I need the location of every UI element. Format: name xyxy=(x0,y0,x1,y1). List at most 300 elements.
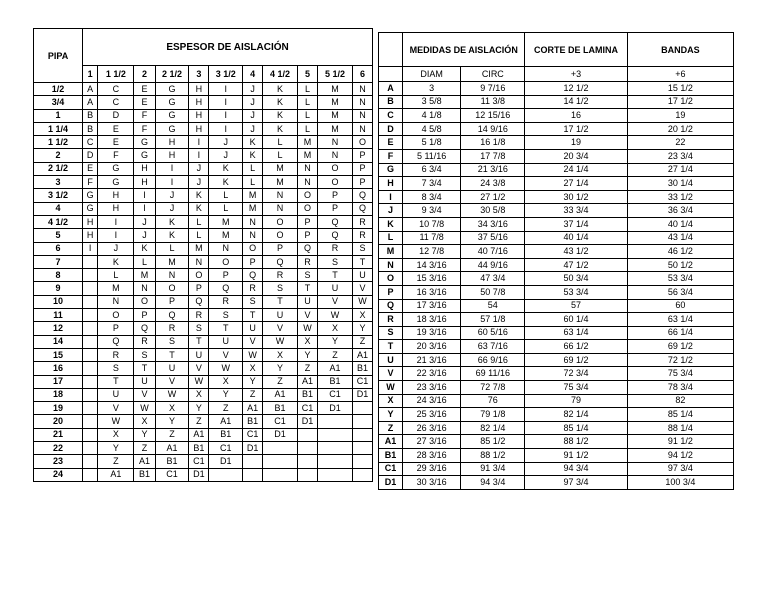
pipa-size-cell: 22 xyxy=(34,442,83,455)
letter-code-cell: P xyxy=(353,176,373,189)
letter-code-cell: C1 xyxy=(317,388,352,401)
pipa-size-cell: 14 xyxy=(34,335,83,348)
table-row xyxy=(379,421,734,435)
bandas-cell: 53 3/4 xyxy=(627,272,733,286)
thickness-column-header: 4 xyxy=(243,66,263,83)
letter-code-cell xyxy=(263,468,298,481)
letter-code-cell: X xyxy=(98,428,134,441)
letter-code-cell xyxy=(317,415,352,428)
circ-cell: 91 3/4 xyxy=(461,462,525,476)
letter-code-cell: U xyxy=(317,282,352,295)
pipa-size-cell: 6 xyxy=(34,242,83,255)
letter-code-cell: H xyxy=(189,109,209,122)
letter-code-cell: C1 xyxy=(298,402,318,415)
corte-cell: 33 3/4 xyxy=(525,204,627,218)
diam-cell: 10 7/8 xyxy=(403,217,461,231)
table-row xyxy=(34,242,373,255)
letter-code-cell: T xyxy=(263,295,298,308)
letter-code-cell: U xyxy=(209,335,243,348)
letter-code-cell: Y xyxy=(134,428,155,441)
circ-cell: 12 15/16 xyxy=(461,109,525,123)
letter-code-cell: Q xyxy=(263,255,298,268)
letter-code-cell: S xyxy=(134,348,155,361)
letter-code-cell: B1 xyxy=(317,375,352,388)
table-row xyxy=(34,335,373,348)
letter-code-cell: Q xyxy=(209,282,243,295)
pipa-size-cell: 1 1/4 xyxy=(34,122,83,135)
letter-code-cell: D xyxy=(83,149,98,162)
letter-code-cell: M xyxy=(209,215,243,228)
letter-code-cell: N xyxy=(298,162,318,175)
letter-code-cell xyxy=(298,442,318,455)
letter-code-cell: Y xyxy=(263,362,298,375)
letter-code-cell: B1 xyxy=(298,388,318,401)
letter-code-cell: F xyxy=(134,109,155,122)
letter-cell: I xyxy=(379,190,403,204)
letter-code-cell: Z xyxy=(243,388,263,401)
letter-code-cell xyxy=(83,375,98,388)
letter-code-cell: B1 xyxy=(243,415,263,428)
table-row xyxy=(379,313,734,327)
letter-code-cell: R xyxy=(317,242,352,255)
letter-code-cell: J xyxy=(155,189,189,202)
letter-code-cell: H xyxy=(98,189,134,202)
sub-header-cell: CIRC xyxy=(461,67,525,82)
letter-cell: Y xyxy=(379,408,403,422)
letter-cell: T xyxy=(379,340,403,354)
corte-cell: 72 3/4 xyxy=(525,367,627,381)
letter-code-cell: Q xyxy=(298,242,318,255)
letter-code-cell: R xyxy=(189,309,209,322)
letter-code-cell xyxy=(83,468,98,481)
letter-code-cell: G xyxy=(83,189,98,202)
letter-code-cell: L xyxy=(263,149,298,162)
letter-code-cell: O xyxy=(98,309,134,322)
table-row xyxy=(379,449,734,463)
letter-code-cell: K xyxy=(155,215,189,228)
espesor-header: ESPESOR DE AISLACIÓN xyxy=(83,29,373,66)
letter-code-cell: Z xyxy=(298,362,318,375)
diam-cell: 26 3/16 xyxy=(403,421,461,435)
letter-cell: Q xyxy=(379,299,403,313)
pipa-size-cell: 1 1/2 xyxy=(34,136,83,149)
letter-code-cell: J xyxy=(243,122,263,135)
letter-code-cell: X xyxy=(317,322,352,335)
corte-cell: 50 3/4 xyxy=(525,272,627,286)
pipa-size-cell: 4 1/2 xyxy=(34,215,83,228)
letter-code-cell: H xyxy=(134,162,155,175)
letter-code-cell: K xyxy=(189,189,209,202)
diam-cell: 25 3/16 xyxy=(403,408,461,422)
letter-code-cell: Z xyxy=(209,402,243,415)
table-row xyxy=(34,428,373,441)
letter-code-cell: L xyxy=(189,215,209,228)
table-row xyxy=(34,282,373,295)
table-row xyxy=(379,353,734,367)
letter-code-cell: J xyxy=(209,136,243,149)
letter-code-cell: I xyxy=(189,149,209,162)
circ-cell: 37 5/16 xyxy=(461,231,525,245)
letter-code-cell: Z xyxy=(155,428,189,441)
letter-code-cell: Y xyxy=(353,322,373,335)
corte-cell: 88 1/2 xyxy=(525,435,627,449)
thickness-column-header: 5 1/2 xyxy=(317,66,352,83)
letter-code-cell: U xyxy=(243,322,263,335)
letter-code-cell: C xyxy=(98,96,134,109)
letter-code-cell: K xyxy=(155,229,189,242)
letter-code-cell: C1 xyxy=(209,442,243,455)
circ-cell: 44 9/16 xyxy=(461,258,525,272)
letter-code-cell: W xyxy=(263,335,298,348)
letter-code-cell: H xyxy=(83,229,98,242)
letter-code-cell: C1 xyxy=(243,428,263,441)
letter-code-cell: G xyxy=(155,122,189,135)
letter-code-cell: M xyxy=(317,96,352,109)
letter-code-cell xyxy=(83,309,98,322)
letter-cell: E xyxy=(379,136,403,150)
pipa-size-cell: 10 xyxy=(34,295,83,308)
letter-code-cell: M xyxy=(189,242,209,255)
letter-code-cell: Y xyxy=(298,348,318,361)
sub-header-cell: DIAM xyxy=(403,67,461,82)
pipa-size-cell: 19 xyxy=(34,402,83,415)
letter-cell: K xyxy=(379,217,403,231)
letter-code-cell: U xyxy=(155,362,189,375)
letter-code-cell: Z xyxy=(98,455,134,468)
letter-code-cell: B1 xyxy=(209,428,243,441)
letter-code-cell: A1 xyxy=(243,402,263,415)
letter-code-cell xyxy=(243,468,263,481)
letter-cell: G xyxy=(379,163,403,177)
corte-cell: 97 3/4 xyxy=(525,476,627,490)
letter-cell: C xyxy=(379,109,403,123)
letter-code-cell: S xyxy=(209,309,243,322)
table-row xyxy=(34,255,373,268)
letter-code-cell: V xyxy=(243,335,263,348)
letter-code-cell: O xyxy=(298,202,318,215)
pipa-size-cell: 16 xyxy=(34,362,83,375)
letter-code-cell: P xyxy=(134,309,155,322)
diam-cell: 21 3/16 xyxy=(403,353,461,367)
bandas-cell: 66 1/4 xyxy=(627,326,733,340)
letter-cell: J xyxy=(379,204,403,218)
letter-cell: D1 xyxy=(379,476,403,490)
table-row xyxy=(379,258,734,272)
bandas-cell: 72 1/2 xyxy=(627,353,733,367)
letter-code-cell: Z xyxy=(189,415,209,428)
letter-code-cell xyxy=(263,442,298,455)
corte-cell: 19 xyxy=(525,136,627,150)
diam-cell: 17 3/16 xyxy=(403,299,461,313)
table-row xyxy=(34,388,373,401)
letter-code-cell: M xyxy=(298,136,318,149)
letter-code-cell: L xyxy=(209,202,243,215)
table-row xyxy=(379,163,734,177)
thickness-column-header: 2 1/2 xyxy=(155,66,189,83)
letter-code-cell: C1 xyxy=(189,455,209,468)
letter-code-cell: N xyxy=(353,122,373,135)
diam-cell: 27 3/16 xyxy=(403,435,461,449)
bandas-cell: 36 3/4 xyxy=(627,204,733,218)
table-row xyxy=(379,109,734,123)
diam-cell: 23 3/16 xyxy=(403,381,461,395)
bandas-cell: 50 1/2 xyxy=(627,258,733,272)
letter-code-cell: C1 xyxy=(263,415,298,428)
table-row xyxy=(379,381,734,395)
letter-code-cell xyxy=(353,415,373,428)
letter-code-cell: D1 xyxy=(353,388,373,401)
bandas-cell: 43 1/4 xyxy=(627,231,733,245)
circ-cell: 85 1/2 xyxy=(461,435,525,449)
letter-code-cell: A1 xyxy=(189,428,209,441)
letter-code-cell: K xyxy=(263,109,298,122)
letter-code-cell: N xyxy=(189,255,209,268)
letter-code-cell: B xyxy=(83,109,98,122)
letter-code-cell: L xyxy=(298,96,318,109)
letter-code-cell: N xyxy=(353,96,373,109)
pipa-size-cell: 9 xyxy=(34,282,83,295)
table-row xyxy=(34,176,373,189)
letter-code-cell: B1 xyxy=(189,442,209,455)
table-row xyxy=(379,299,734,313)
letter-code-cell: D1 xyxy=(189,468,209,481)
table-row xyxy=(379,82,734,96)
letter-code-cell xyxy=(353,428,373,441)
diam-cell: 7 3/4 xyxy=(403,177,461,191)
letter-code-cell: A1 xyxy=(353,348,373,361)
letter-code-cell: G xyxy=(134,136,155,149)
letter-code-cell: B xyxy=(83,122,98,135)
letter-code-cell: K xyxy=(98,255,134,268)
letter-code-cell: H xyxy=(83,215,98,228)
letter-code-cell: G xyxy=(155,96,189,109)
letter-code-cell: K xyxy=(263,96,298,109)
circ-cell: 82 1/4 xyxy=(461,421,525,435)
corte-cell: 24 1/4 xyxy=(525,163,627,177)
letter-code-cell: K xyxy=(243,149,263,162)
diam-cell: 4 5/8 xyxy=(403,122,461,136)
letter-code-cell: B1 xyxy=(155,455,189,468)
circ-cell: 24 3/8 xyxy=(461,177,525,191)
corte-cell: 53 3/4 xyxy=(525,285,627,299)
letter-code-cell: A1 xyxy=(298,375,318,388)
letter-code-cell: Q xyxy=(134,322,155,335)
letter-code-cell: S xyxy=(189,322,209,335)
medidas-header: MEDIDAS DE AISLACIÓN xyxy=(403,33,525,67)
letter-cell: A xyxy=(379,82,403,96)
circ-cell: 47 3/4 xyxy=(461,272,525,286)
letter-code-cell: N xyxy=(155,269,189,282)
sub-header-cell: +3 xyxy=(525,67,627,82)
letter-cell: Z xyxy=(379,421,403,435)
corte-cell: 66 1/2 xyxy=(525,340,627,354)
letter-code-cell: F xyxy=(134,122,155,135)
letter-code-cell xyxy=(317,468,352,481)
letter-code-cell: F xyxy=(98,149,134,162)
letter-code-cell: U xyxy=(189,348,209,361)
circ-cell: 21 3/16 xyxy=(461,163,525,177)
letter-code-cell: A1 xyxy=(155,442,189,455)
diam-cell: 9 3/4 xyxy=(403,204,461,218)
circ-cell: 14 9/16 xyxy=(461,122,525,136)
letter-code-cell: L xyxy=(243,176,263,189)
letter-code-cell: Q xyxy=(189,295,209,308)
letter-code-cell: A xyxy=(83,96,98,109)
table-row xyxy=(34,375,373,388)
letter-code-cell: Z xyxy=(317,348,352,361)
pipa-size-cell: 15 xyxy=(34,348,83,361)
letter-code-cell: C1 xyxy=(155,468,189,481)
letter-code-cell: M xyxy=(209,229,243,242)
circ-cell: 72 7/8 xyxy=(461,381,525,395)
letter-code-cell: E xyxy=(83,162,98,175)
corte-cell: 57 xyxy=(525,299,627,313)
pipa-size-cell: 5 xyxy=(34,229,83,242)
corte-cell: 94 3/4 xyxy=(525,462,627,476)
letter-code-cell: C xyxy=(83,136,98,149)
letter-code-cell: X xyxy=(243,362,263,375)
letter-code-cell: M xyxy=(317,122,352,135)
letter-code-cell: R xyxy=(298,255,318,268)
letter-code-cell xyxy=(83,295,98,308)
letter-code-cell: W xyxy=(353,295,373,308)
letter-code-cell xyxy=(83,442,98,455)
diam-cell: 29 3/16 xyxy=(403,462,461,476)
table-row xyxy=(34,322,373,335)
bandas-cell: 33 1/2 xyxy=(627,190,733,204)
thickness-column-header: 6 xyxy=(353,66,373,83)
letter-code-cell: R xyxy=(353,229,373,242)
letter-code-cell: H xyxy=(189,96,209,109)
letter-code-cell: L xyxy=(263,136,298,149)
letter-code-cell: O xyxy=(134,295,155,308)
letter-code-cell: M xyxy=(243,202,263,215)
letter-code-cell: O xyxy=(263,229,298,242)
letter-code-cell: K xyxy=(134,242,155,255)
pipa-size-cell: 18 xyxy=(34,388,83,401)
letter-code-cell: T xyxy=(243,309,263,322)
table-row xyxy=(34,455,373,468)
diam-cell: 20 3/16 xyxy=(403,340,461,354)
corte-cell: 12 1/2 xyxy=(525,82,627,96)
bandas-cell: 30 1/4 xyxy=(627,177,733,191)
letter-code-cell: J xyxy=(155,202,189,215)
letter-cell: L xyxy=(379,231,403,245)
letter-code-cell: L xyxy=(298,122,318,135)
letter-code-cell: H xyxy=(189,122,209,135)
bandas-cell: 69 1/2 xyxy=(627,340,733,354)
letter-code-cell: P xyxy=(189,282,209,295)
letter-code-cell xyxy=(353,455,373,468)
bandas-cell: 46 1/2 xyxy=(627,245,733,259)
letter-cell: R xyxy=(379,313,403,327)
diam-cell: 22 3/16 xyxy=(403,367,461,381)
letter-code-cell: M xyxy=(98,282,134,295)
letter-code-cell xyxy=(83,335,98,348)
pipa-size-cell: 2 xyxy=(34,149,83,162)
bandas-cell: 56 3/4 xyxy=(627,285,733,299)
letter-code-cell: K xyxy=(243,136,263,149)
letter-code-cell: R xyxy=(243,282,263,295)
diam-cell: 24 3/16 xyxy=(403,394,461,408)
letter-code-cell: P xyxy=(353,149,373,162)
bandas-cell: 15 1/2 xyxy=(627,82,733,96)
letter-code-cell: I xyxy=(155,162,189,175)
letter-cell: F xyxy=(379,149,403,163)
bandas-cell: 97 3/4 xyxy=(627,462,733,476)
letter-code-cell: X xyxy=(134,415,155,428)
letter-code-cell: T xyxy=(98,375,134,388)
circ-cell: 76 xyxy=(461,394,525,408)
letter-cell: U xyxy=(379,353,403,367)
table-row xyxy=(34,415,373,428)
letter-code-cell: K xyxy=(263,122,298,135)
letter-code-cell: I xyxy=(155,176,189,189)
letter-code-cell: N xyxy=(243,229,263,242)
corte-cell: 85 1/4 xyxy=(525,421,627,435)
bandas-cell: 85 1/4 xyxy=(627,408,733,422)
letter-code-cell: K xyxy=(189,202,209,215)
letter-code-cell: T xyxy=(209,322,243,335)
letter-code-cell: T xyxy=(155,348,189,361)
letter-code-cell: A1 xyxy=(317,362,352,375)
letter-code-cell: X xyxy=(155,402,189,415)
letter-code-cell: Q xyxy=(353,189,373,202)
letter-code-cell xyxy=(83,415,98,428)
letter-code-cell: Q xyxy=(243,269,263,282)
letter-code-cell: N xyxy=(263,202,298,215)
letter-code-cell: E xyxy=(98,136,134,149)
circ-cell: 17 7/8 xyxy=(461,149,525,163)
diam-cell: 18 3/16 xyxy=(403,313,461,327)
letter-code-cell: W xyxy=(155,388,189,401)
letter-code-cell: H xyxy=(189,83,209,96)
letter-code-cell: K xyxy=(209,176,243,189)
bandas-cell: 78 3/4 xyxy=(627,381,733,395)
table-row xyxy=(34,189,373,202)
letter-code-cell: P xyxy=(98,322,134,335)
letter-code-cell: O xyxy=(263,215,298,228)
letter-code-cell: R xyxy=(155,322,189,335)
letter-code-cell: B1 xyxy=(134,468,155,481)
table-row xyxy=(34,468,373,481)
letter-code-cell: T xyxy=(189,335,209,348)
letter-code-cell xyxy=(317,428,352,441)
letter-code-cell: X xyxy=(298,335,318,348)
letter-code-cell: L xyxy=(189,229,209,242)
letter-code-cell: T xyxy=(353,255,373,268)
table-row xyxy=(379,122,734,136)
pipa-size-cell: 7 xyxy=(34,255,83,268)
letter-code-cell: W xyxy=(98,415,134,428)
table-row xyxy=(34,83,373,96)
letter-code-cell: P xyxy=(155,295,189,308)
letter-code-cell: N xyxy=(98,295,134,308)
letter-code-cell: Y xyxy=(98,442,134,455)
letter-code-cell: I xyxy=(134,189,155,202)
insulation-measures-table xyxy=(378,32,734,490)
diam-cell: 28 3/16 xyxy=(403,449,461,463)
letter-code-cell: N xyxy=(263,189,298,202)
table-row xyxy=(34,136,373,149)
thickness-column-header: 3 xyxy=(189,66,209,83)
letter-code-cell: O xyxy=(155,282,189,295)
diam-cell: 6 3/4 xyxy=(403,163,461,177)
letter-code-cell: C xyxy=(98,83,134,96)
letter-code-cell: Q xyxy=(317,229,352,242)
pipa-header: PIPA xyxy=(34,29,83,83)
letter-code-cell: L xyxy=(98,269,134,282)
